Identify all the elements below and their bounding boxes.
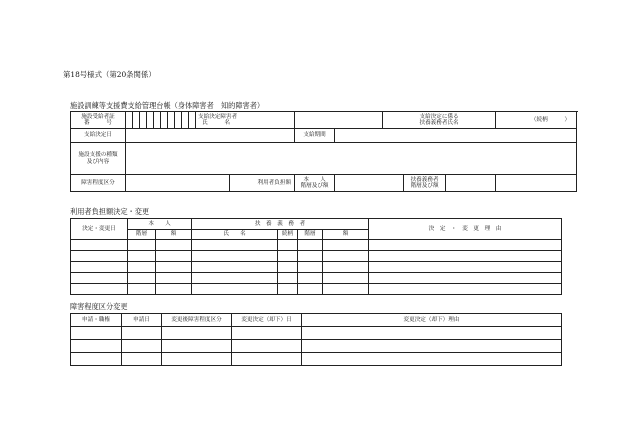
table-cell[interactable] xyxy=(128,262,156,273)
table-cell[interactable] xyxy=(278,284,298,295)
table-cell[interactable] xyxy=(323,284,369,295)
table-cell[interactable] xyxy=(71,273,128,284)
burden-section-title: 利用者負担額決定・変更 xyxy=(70,207,150,216)
person-level-label xyxy=(295,175,335,192)
table-cell[interactable] xyxy=(298,284,323,295)
digit-box[interactable] xyxy=(147,112,154,129)
burden-date-header: 決定・変更日 xyxy=(71,219,128,240)
service-type-label xyxy=(71,143,126,175)
table-cell[interactable] xyxy=(156,251,192,262)
table-row xyxy=(71,327,562,340)
col-application-date: 申請日 xyxy=(122,314,162,327)
table-cell[interactable] xyxy=(278,251,298,262)
decision-person-label-line2: 氏 名 xyxy=(202,120,230,126)
table-cell[interactable] xyxy=(369,262,562,273)
recipient-number-label xyxy=(71,112,126,129)
burden-guardian-header: 扶 養 義 務 者 xyxy=(192,219,369,230)
table-row xyxy=(71,284,562,295)
table-cell[interactable] xyxy=(298,262,323,273)
table-cell[interactable] xyxy=(71,353,122,366)
table-cell[interactable] xyxy=(192,273,278,284)
class-change-section-title: 障害程度区分変更 xyxy=(70,302,128,311)
table-cell[interactable] xyxy=(162,327,232,340)
table-cell[interactable] xyxy=(369,240,562,251)
col-new-class: 変更後障害程度区分 xyxy=(162,314,232,327)
table-cell[interactable] xyxy=(192,251,278,262)
table-cell[interactable] xyxy=(302,353,562,366)
guardian-name-label-line1: 支給決定に係る xyxy=(419,113,459,120)
table-cell[interactable] xyxy=(278,273,298,284)
user-burden-label: 利用者負担額 xyxy=(230,175,295,192)
table-cell[interactable] xyxy=(323,262,369,273)
table-cell[interactable] xyxy=(162,353,232,366)
table-cell[interactable] xyxy=(156,262,192,273)
burden-person-level-header: 階層 xyxy=(128,230,156,240)
table-row xyxy=(71,240,562,251)
ledger-table xyxy=(70,111,577,192)
table-cell[interactable] xyxy=(71,251,128,262)
table-cell[interactable] xyxy=(192,262,278,273)
table-cell[interactable] xyxy=(156,284,192,295)
table-cell[interactable] xyxy=(323,251,369,262)
burden-guardian-relation-header: 続柄 xyxy=(278,230,298,240)
disability-class-field[interactable] xyxy=(126,175,230,192)
table-cell[interactable] xyxy=(192,240,278,251)
table-row xyxy=(71,262,562,273)
col-application: 申請・職権 xyxy=(71,314,122,327)
service-type-field[interactable] xyxy=(126,143,577,175)
guardian-level-label-line1: 扶養義務者 xyxy=(410,176,439,183)
burden-person-amount-header: 額 xyxy=(156,230,192,240)
period-field[interactable] xyxy=(335,129,577,143)
digit-box[interactable] xyxy=(175,112,182,129)
person-level-label-line1: 本 人 xyxy=(303,176,326,183)
table-cell[interactable] xyxy=(128,284,156,295)
service-type-label-line2: 及び内容 xyxy=(86,158,110,165)
class-change-table xyxy=(70,313,562,366)
guardian-level-field[interactable] xyxy=(446,175,496,192)
table-cell[interactable] xyxy=(71,240,128,251)
guardian-level-extra-field[interactable] xyxy=(496,175,577,192)
digit-box[interactable] xyxy=(161,112,168,129)
table-cell[interactable] xyxy=(128,251,156,262)
burden-reason-header: 決 定 ・ 変 更 理 由 xyxy=(369,219,562,240)
table-cell[interactable] xyxy=(71,262,128,273)
person-level-field[interactable] xyxy=(335,175,404,192)
table-cell[interactable] xyxy=(298,240,323,251)
guardian-name-label-line2: 扶養義務者氏名 xyxy=(419,120,459,126)
table-cell[interactable] xyxy=(162,340,232,353)
period-label: 支給期間 xyxy=(295,129,335,143)
table-cell[interactable] xyxy=(156,273,192,284)
table-cell[interactable] xyxy=(71,327,122,340)
digit-box[interactable] xyxy=(189,112,196,129)
table-cell[interactable] xyxy=(232,340,302,353)
digit-box[interactable] xyxy=(126,112,133,129)
ledger-title: 施設訓練等支援費支給管理台帳（身体障害者 知的障害者） xyxy=(70,101,265,110)
table-cell[interactable] xyxy=(369,273,562,284)
decision-date-label: 支給決定日 xyxy=(71,129,126,143)
table-row xyxy=(71,353,562,366)
table-cell[interactable] xyxy=(128,273,156,284)
col-decision-reason: 変更決定（却下）理由 xyxy=(302,314,562,327)
table-cell[interactable] xyxy=(323,240,369,251)
decision-person-label-line1: 支給決定障害者 xyxy=(198,113,238,120)
decision-date-field[interactable] xyxy=(126,129,295,143)
table-cell[interactable] xyxy=(278,262,298,273)
table-row xyxy=(71,340,562,353)
relation-text: （続柄 ） xyxy=(530,116,571,123)
table-cell[interactable] xyxy=(71,284,128,295)
table-cell[interactable] xyxy=(71,340,122,353)
burden-person-header: 本 人 xyxy=(128,219,192,230)
digit-box[interactable] xyxy=(168,112,175,129)
table-cell[interactable] xyxy=(298,251,323,262)
table-cell[interactable] xyxy=(122,340,162,353)
digit-box[interactable] xyxy=(154,112,161,129)
table-cell[interactable] xyxy=(192,284,278,295)
table-cell[interactable] xyxy=(278,240,298,251)
guardian-level-label xyxy=(404,175,446,192)
decision-person-label xyxy=(196,112,295,129)
guardian-name-label xyxy=(383,112,496,129)
guardian-relation-field[interactable] xyxy=(496,112,577,129)
digit-box[interactable] xyxy=(133,112,140,129)
burden-guardian-name-header: 氏 名 xyxy=(192,230,278,240)
table-cell[interactable] xyxy=(298,273,323,284)
table-cell[interactable] xyxy=(122,353,162,366)
table-cell[interactable] xyxy=(369,251,562,262)
burden-guardian-level-header: 階層 xyxy=(298,230,323,240)
table-cell[interactable] xyxy=(232,327,302,340)
disability-class-label: 障害程度区分 xyxy=(71,175,126,192)
table-cell[interactable] xyxy=(156,240,192,251)
table-cell[interactable] xyxy=(302,340,562,353)
form-number-title: 第18号様式（第20条関係） xyxy=(63,70,156,79)
guardian-level-label-line2: 階層及び額 xyxy=(410,183,439,189)
table-cell[interactable] xyxy=(232,353,302,366)
recipient-number-label-line1: 施設受給者証 xyxy=(81,113,115,120)
person-level-label-line2: 階層及び額 xyxy=(300,183,329,189)
burden-table xyxy=(70,218,562,295)
table-row xyxy=(71,251,562,262)
table-row xyxy=(71,273,562,284)
decision-person-name-field[interactable] xyxy=(295,112,383,129)
table-cell[interactable] xyxy=(369,284,562,295)
service-type-label-line1: 施設支援の種類 xyxy=(78,152,118,159)
burden-guardian-amount-header: 額 xyxy=(323,230,369,240)
digit-box[interactable] xyxy=(182,112,189,129)
recipient-number-label-line2: 番 号 xyxy=(84,120,112,126)
table-cell[interactable] xyxy=(302,327,562,340)
table-cell[interactable] xyxy=(128,240,156,251)
digit-box[interactable] xyxy=(140,112,147,129)
table-cell[interactable] xyxy=(122,327,162,340)
table-cell[interactable] xyxy=(323,273,369,284)
col-decision-date: 変更決定（却下）日 xyxy=(232,314,302,327)
